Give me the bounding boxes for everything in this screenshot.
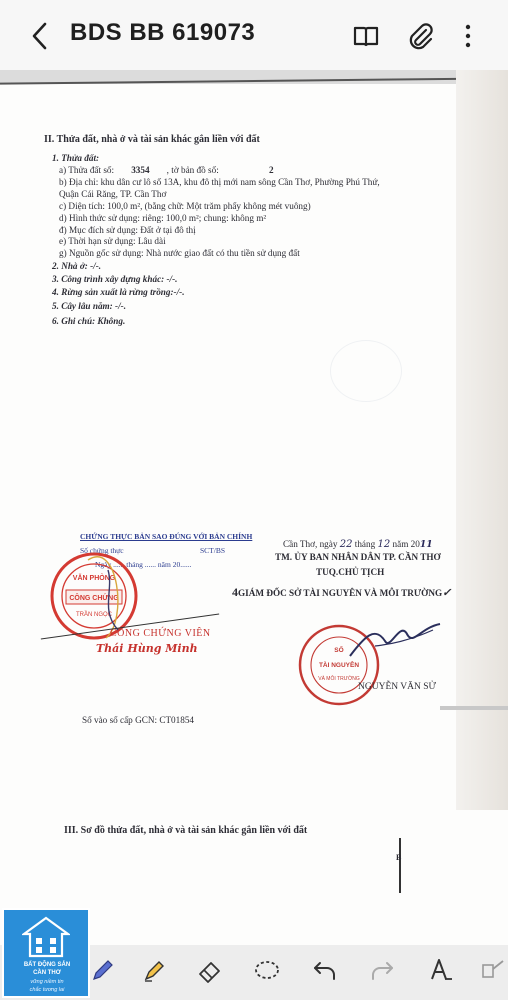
paperclip-icon[interactable]: [404, 20, 436, 52]
building-logo-icon: [22, 916, 70, 958]
page-edge: [440, 706, 508, 710]
brand-slogan-2: chắc tương lai: [29, 987, 65, 993]
year-label: năm 20: [392, 539, 420, 549]
parcel-line: [59, 165, 274, 177]
document-viewer[interactable]: [0, 70, 508, 945]
text-icon[interactable]: [424, 955, 454, 985]
issuer-line-2: TUQ.CHỦ TỊCH: [316, 567, 385, 577]
address-line-1: b) Địa chỉ: khu dân cư lô số 13A, khu đô thị mới nam sông Cần Thơ, Phường Phú Thứ,: [59, 177, 380, 187]
certify-date: Ngày ...... tháng ...... năm 20......: [95, 560, 192, 569]
bleed-through-mark: [330, 340, 402, 402]
register-line: Số vào sổ cấp GCN: CT01854: [82, 715, 195, 725]
address-line-2: Quận Cái Răng, TP. Cần Thơ: [59, 189, 167, 199]
page-right-shadow: [456, 70, 508, 810]
undo-icon[interactable]: [310, 955, 340, 985]
section-2-title: II. Thửa đất, nhà ở và tài sản khác gắn liền với đất: [44, 134, 260, 145]
notary-label: CÔNG CHỨNG VIÊN: [110, 628, 211, 639]
house-line: 2. Nhà ở: -/-.: [52, 261, 102, 271]
svg-text:CÔNG CHỨNG: CÔNG CHỨNG: [69, 595, 119, 602]
parcel-number: 3354: [131, 165, 150, 175]
brand-logo: [2, 908, 90, 998]
origin-line: g) Nguồn gốc sử dụng: Nhà nước giao đất có thu tiền sử dụng đất: [59, 248, 300, 258]
note-line: 6. Ghi chú: Không.: [52, 316, 126, 326]
redo-icon[interactable]: [367, 955, 397, 985]
lasso-icon[interactable]: [252, 955, 282, 985]
scanned-certificate-page: [0, 70, 508, 945]
map-label: , tờ bản đồ số:: [166, 165, 219, 175]
issuer-line-3-text: GIÁM ĐỐC SỞ TÀI NGUYÊN VÀ MÔI TRƯỜNG: [238, 588, 443, 598]
place-date-line: [283, 539, 433, 551]
map-number: 2: [268, 165, 274, 175]
perennial-line: 5. Cây lâu năm: -/-.: [52, 301, 127, 311]
day-handwritten: 22: [339, 539, 353, 550]
signature: [345, 616, 445, 666]
certify-number-label: Số chứng thực: [80, 546, 124, 555]
seal-top: SỐ: [334, 647, 344, 654]
term-line: e) Thời hạn sử dụng: Lâu dài: [59, 236, 166, 246]
certify-book: SCT/BS: [200, 546, 226, 555]
construction-line: 3. Công trình xây dựng khác: -/-.: [52, 274, 178, 284]
north-arrow-line: [399, 838, 401, 893]
signer-name: NGUYỄN VĂN SỬ: [358, 682, 436, 692]
highlighter-icon[interactable]: [140, 955, 170, 985]
usage-form-line: d) Hình thức sử dụng: riêng: 100,0 m²; chung: không m²: [59, 213, 267, 223]
seal-bottom: VÀ MÔI TRƯỜNG: [318, 676, 360, 682]
place-date-prefix: Cần Thơ, ngày: [283, 539, 338, 549]
more-vertical-icon[interactable]: [452, 20, 484, 52]
brand-slogan-1: vững niềm tin: [30, 979, 64, 985]
land-heading: 1. Thửa đất:: [52, 153, 100, 163]
forest-line: 4. Rừng sản xuất là rừng trồng:-/-.: [52, 287, 185, 297]
parcel-label: a) Thửa đất số:: [59, 165, 115, 175]
north-label: B: [396, 853, 402, 862]
pen-icon[interactable]: [88, 955, 118, 985]
purpose-line: đ) Mục đích sử dụng: Đất ở tại đô thị: [59, 225, 196, 235]
area-line: c) Diện tích: 100,0 m², (bằng chữ: Một trăm phẩy không mét vuông): [59, 201, 311, 211]
document-title: BDS BB 619073: [70, 19, 256, 46]
issuer-line-3: 4GIÁM ĐỐC SỞ TÀI NGUYÊN VÀ MÔI TRƯỜNG✓: [232, 585, 452, 599]
svg-text:VĂN PHÒNG: VĂN PHÒNG: [72, 575, 116, 582]
issuer-line-1: TM. ỦY BAN NHÂN DÂN TP. CẦN THƠ: [275, 552, 441, 562]
more-icon[interactable]: [478, 955, 508, 985]
month-handwritten: 12: [377, 539, 391, 550]
month-label: tháng: [354, 539, 376, 549]
svg-text:TRẦN NGỌC: TRẦN NGỌC: [76, 612, 112, 618]
section-3-title: III. Sơ đồ thửa đất, nhà ở và tài sản khác gắn liền với đất: [64, 825, 308, 836]
brand-line-1: BẤT ĐỘNG SẢN: [23, 962, 71, 968]
certify-title: CHỨNG THỰC BẢN SAO ĐÚNG VỚI BẢN CHÍNH: [80, 532, 253, 541]
year-handwritten: 11: [419, 539, 433, 550]
chevron-left-icon[interactable]: [26, 18, 56, 54]
brand-line-2: CẦN THƠ: [33, 970, 61, 976]
seal-middle: TÀI NGUYÊN: [318, 662, 360, 669]
notary-name: Thái Hùng Minh: [96, 642, 198, 655]
book-open-icon[interactable]: [350, 20, 382, 52]
eraser-icon[interactable]: [195, 955, 225, 985]
app-bar: [0, 0, 508, 70]
